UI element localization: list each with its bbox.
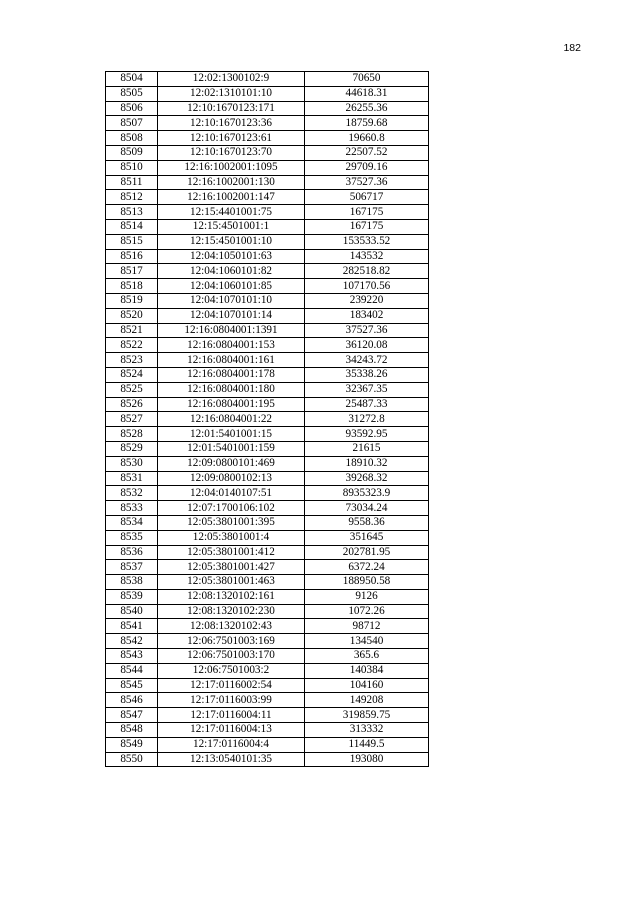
cadastral-code-cell: 12:16:1002001:130 (158, 175, 305, 190)
record-number-cell: 8506 (106, 101, 158, 116)
record-number-cell: 8528 (106, 427, 158, 442)
table-row (106, 515, 429, 530)
record-number-cell: 8549 (106, 737, 158, 752)
amount-cell: 149208 (305, 693, 429, 708)
cadastral-code-cell: 12:17:0116002:54 (158, 678, 305, 693)
record-number-cell: 8505 (106, 86, 158, 101)
table-row (106, 501, 429, 516)
amount-cell: 239220 (305, 293, 429, 308)
table-row (106, 693, 429, 708)
cadastral-code-cell: 12:06:7501003:2 (158, 663, 305, 678)
cadastral-code-cell: 12:06:7501003:170 (158, 649, 305, 664)
amount-cell: 313332 (305, 723, 429, 738)
cadastral-code-cell: 12:01:5401001:159 (158, 441, 305, 456)
table-row (106, 441, 429, 456)
amount-cell: 32367.35 (305, 382, 429, 397)
cadastral-code-cell: 12:17:0116004:13 (158, 723, 305, 738)
record-number-cell: 8548 (106, 723, 158, 738)
amount-cell: 1072.26 (305, 604, 429, 619)
record-number-cell: 8519 (106, 293, 158, 308)
amount-cell: 44618.31 (305, 86, 429, 101)
cadastral-code-cell: 12:16:0804001:22 (158, 412, 305, 427)
cadastral-code-cell: 12:04:1060101:82 (158, 264, 305, 279)
amount-cell: 93592.95 (305, 427, 429, 442)
amount-cell: 143532 (305, 249, 429, 264)
cadastral-code-cell: 12:07:1700106:102 (158, 501, 305, 516)
table-row (106, 145, 429, 160)
amount-cell: 21615 (305, 441, 429, 456)
amount-cell: 98712 (305, 619, 429, 634)
record-number-cell: 8526 (106, 397, 158, 412)
record-number-cell: 8507 (106, 116, 158, 131)
cadastral-code-cell: 12:10:1670123:36 (158, 116, 305, 131)
record-number-cell: 8540 (106, 604, 158, 619)
cadastral-code-cell: 12:05:3801001:412 (158, 545, 305, 560)
table-row (106, 308, 429, 323)
record-number-cell: 8532 (106, 486, 158, 501)
cadastral-code-cell: 12:02:1300102:9 (158, 72, 305, 87)
cadastral-code-cell: 12:16:0804001:153 (158, 338, 305, 353)
record-number-cell: 8520 (106, 308, 158, 323)
table-row (106, 575, 429, 590)
amount-cell: 29709.16 (305, 160, 429, 175)
cadastral-code-cell: 12:10:1670123:171 (158, 101, 305, 116)
cadastral-code-cell: 12:17:0116003:99 (158, 693, 305, 708)
table-row (106, 604, 429, 619)
cadastral-code-cell: 12:05:3801001:4 (158, 530, 305, 545)
table-row (106, 293, 429, 308)
record-number-cell: 8538 (106, 575, 158, 590)
table-row (106, 663, 429, 678)
cadastral-code-cell: 12:17:0116004:11 (158, 708, 305, 723)
cadastral-code-cell: 12:08:1320102:43 (158, 619, 305, 634)
amount-cell: 70650 (305, 72, 429, 87)
record-number-cell: 8533 (106, 501, 158, 516)
amount-cell: 36120.08 (305, 338, 429, 353)
table-row (106, 160, 429, 175)
cadastral-code-cell: 12:01:5401001:15 (158, 427, 305, 442)
cadastral-code-cell: 12:15:4501001:10 (158, 234, 305, 249)
amount-cell: 104160 (305, 678, 429, 693)
amount-cell: 365.6 (305, 649, 429, 664)
cadastral-code-cell: 12:15:4401001:75 (158, 205, 305, 220)
cadastral-code-cell: 12:10:1670123:70 (158, 145, 305, 160)
table-row (106, 737, 429, 752)
record-number-cell: 8521 (106, 323, 158, 338)
table-row (106, 634, 429, 649)
cadastral-code-cell: 12:15:4501001:1 (158, 219, 305, 234)
cadastral-code-cell: 12:08:1320102:230 (158, 604, 305, 619)
table-row (106, 234, 429, 249)
record-number-cell: 8545 (106, 678, 158, 693)
amount-cell: 9558.36 (305, 515, 429, 530)
table-row (106, 560, 429, 575)
record-number-cell: 8518 (106, 279, 158, 294)
cadastral-code-cell: 12:02:1310101:10 (158, 86, 305, 101)
cadastral-code-cell: 12:16:1002001:1095 (158, 160, 305, 175)
table-row (106, 219, 429, 234)
cadastral-code-cell: 12:04:1070101:14 (158, 308, 305, 323)
record-number-cell: 8522 (106, 338, 158, 353)
amount-cell: 37527.36 (305, 175, 429, 190)
amount-cell: 319859.75 (305, 708, 429, 723)
amount-cell: 31272.8 (305, 412, 429, 427)
table-row (106, 131, 429, 146)
table-row (106, 708, 429, 723)
table-row (106, 353, 429, 368)
cadastral-code-cell: 12:17:0116004:4 (158, 737, 305, 752)
amount-cell: 134540 (305, 634, 429, 649)
record-number-cell: 8550 (106, 752, 158, 767)
table-row (106, 589, 429, 604)
amount-cell: 73034.24 (305, 501, 429, 516)
page-number: 182 (563, 42, 581, 54)
cadastral-code-cell: 12:16:0804001:161 (158, 353, 305, 368)
record-number-cell: 8513 (106, 205, 158, 220)
record-number-cell: 8531 (106, 471, 158, 486)
table-row (106, 190, 429, 205)
table-row (106, 72, 429, 87)
amount-cell: 506717 (305, 190, 429, 205)
table-row (106, 397, 429, 412)
amount-cell: 11449.5 (305, 737, 429, 752)
record-number-cell: 8517 (106, 264, 158, 279)
table-row (106, 649, 429, 664)
record-number-cell: 8525 (106, 382, 158, 397)
cadastral-code-cell: 12:10:1670123:61 (158, 131, 305, 146)
record-number-cell: 8512 (106, 190, 158, 205)
amount-cell: 351645 (305, 530, 429, 545)
table-row (106, 752, 429, 767)
amount-cell: 18910.32 (305, 456, 429, 471)
cadastral-code-cell: 12:13:0540101:35 (158, 752, 305, 767)
cadastral-code-cell: 12:04:1070101:10 (158, 293, 305, 308)
record-number-cell: 8524 (106, 367, 158, 382)
amount-cell: 34243.72 (305, 353, 429, 368)
record-number-cell: 8546 (106, 693, 158, 708)
table-row (106, 101, 429, 116)
cadastral-code-cell: 12:16:0804001:1391 (158, 323, 305, 338)
cadastral-code-cell: 12:04:0140107:51 (158, 486, 305, 501)
record-number-cell: 8537 (106, 560, 158, 575)
amount-cell: 107170.56 (305, 279, 429, 294)
table-row (106, 545, 429, 560)
record-number-cell: 8534 (106, 515, 158, 530)
amount-cell: 18759.68 (305, 116, 429, 131)
table-row (106, 427, 429, 442)
cadastral-code-cell: 12:06:7501003:169 (158, 634, 305, 649)
record-number-cell: 8541 (106, 619, 158, 634)
record-number-cell: 8542 (106, 634, 158, 649)
cadastral-code-cell: 12:04:1060101:85 (158, 279, 305, 294)
table-row (106, 175, 429, 190)
table-row (106, 412, 429, 427)
table-row (106, 338, 429, 353)
cadastral-code-cell: 12:05:3801001:395 (158, 515, 305, 530)
amount-cell: 140384 (305, 663, 429, 678)
table-row (106, 723, 429, 738)
table-row (106, 456, 429, 471)
amount-cell: 9126 (305, 589, 429, 604)
amount-cell: 153533.52 (305, 234, 429, 249)
table-row (106, 471, 429, 486)
record-number-cell: 8547 (106, 708, 158, 723)
record-number-cell: 8504 (106, 72, 158, 87)
cadastral-code-cell: 12:16:0804001:178 (158, 367, 305, 382)
table-row (106, 116, 429, 131)
cadastral-code-cell: 12:16:0804001:195 (158, 397, 305, 412)
amount-cell: 37527.36 (305, 323, 429, 338)
record-number-cell: 8514 (106, 219, 158, 234)
cadastral-code-cell: 12:16:0804001:180 (158, 382, 305, 397)
record-number-cell: 8510 (106, 160, 158, 175)
cadastral-code-cell: 12:05:3801001:427 (158, 560, 305, 575)
table-row (106, 205, 429, 220)
amount-cell: 167175 (305, 205, 429, 220)
cadastral-code-cell: 12:05:3801001:463 (158, 575, 305, 590)
cadastral-code-cell: 12:16:1002001:147 (158, 190, 305, 205)
record-number-cell: 8543 (106, 649, 158, 664)
record-number-cell: 8527 (106, 412, 158, 427)
table-row (106, 279, 429, 294)
cadastral-code-cell: 12:09:0800101:469 (158, 456, 305, 471)
record-number-cell: 8544 (106, 663, 158, 678)
amount-cell: 167175 (305, 219, 429, 234)
amount-cell: 25487.33 (305, 397, 429, 412)
records-table-body (106, 72, 429, 767)
record-number-cell: 8515 (106, 234, 158, 249)
record-number-cell: 8516 (106, 249, 158, 264)
table-row (106, 382, 429, 397)
cadastral-code-cell: 12:04:1050101:63 (158, 249, 305, 264)
table-row (106, 530, 429, 545)
table-row (106, 486, 429, 501)
amount-cell: 35338.26 (305, 367, 429, 382)
record-number-cell: 8523 (106, 353, 158, 368)
table-row (106, 264, 429, 279)
amount-cell: 188950.58 (305, 575, 429, 590)
amount-cell: 193080 (305, 752, 429, 767)
table-row (106, 323, 429, 338)
amount-cell: 8935323.9 (305, 486, 429, 501)
records-table (105, 71, 429, 767)
amount-cell: 26255.36 (305, 101, 429, 116)
record-number-cell: 8509 (106, 145, 158, 160)
amount-cell: 22507.52 (305, 145, 429, 160)
cadastral-code-cell: 12:09:0800102:13 (158, 471, 305, 486)
record-number-cell: 8529 (106, 441, 158, 456)
table-row (106, 678, 429, 693)
record-number-cell: 8530 (106, 456, 158, 471)
amount-cell: 39268.32 (305, 471, 429, 486)
record-number-cell: 8508 (106, 131, 158, 146)
record-number-cell: 8535 (106, 530, 158, 545)
record-number-cell: 8539 (106, 589, 158, 604)
table-row (106, 619, 429, 634)
amount-cell: 6372.24 (305, 560, 429, 575)
record-number-cell: 8511 (106, 175, 158, 190)
record-number-cell: 8536 (106, 545, 158, 560)
cadastral-code-cell: 12:08:1320102:161 (158, 589, 305, 604)
table-row (106, 367, 429, 382)
table-row (106, 249, 429, 264)
table-row (106, 86, 429, 101)
amount-cell: 282518.82 (305, 264, 429, 279)
amount-cell: 19660.8 (305, 131, 429, 146)
amount-cell: 183402 (305, 308, 429, 323)
amount-cell: 202781.95 (305, 545, 429, 560)
